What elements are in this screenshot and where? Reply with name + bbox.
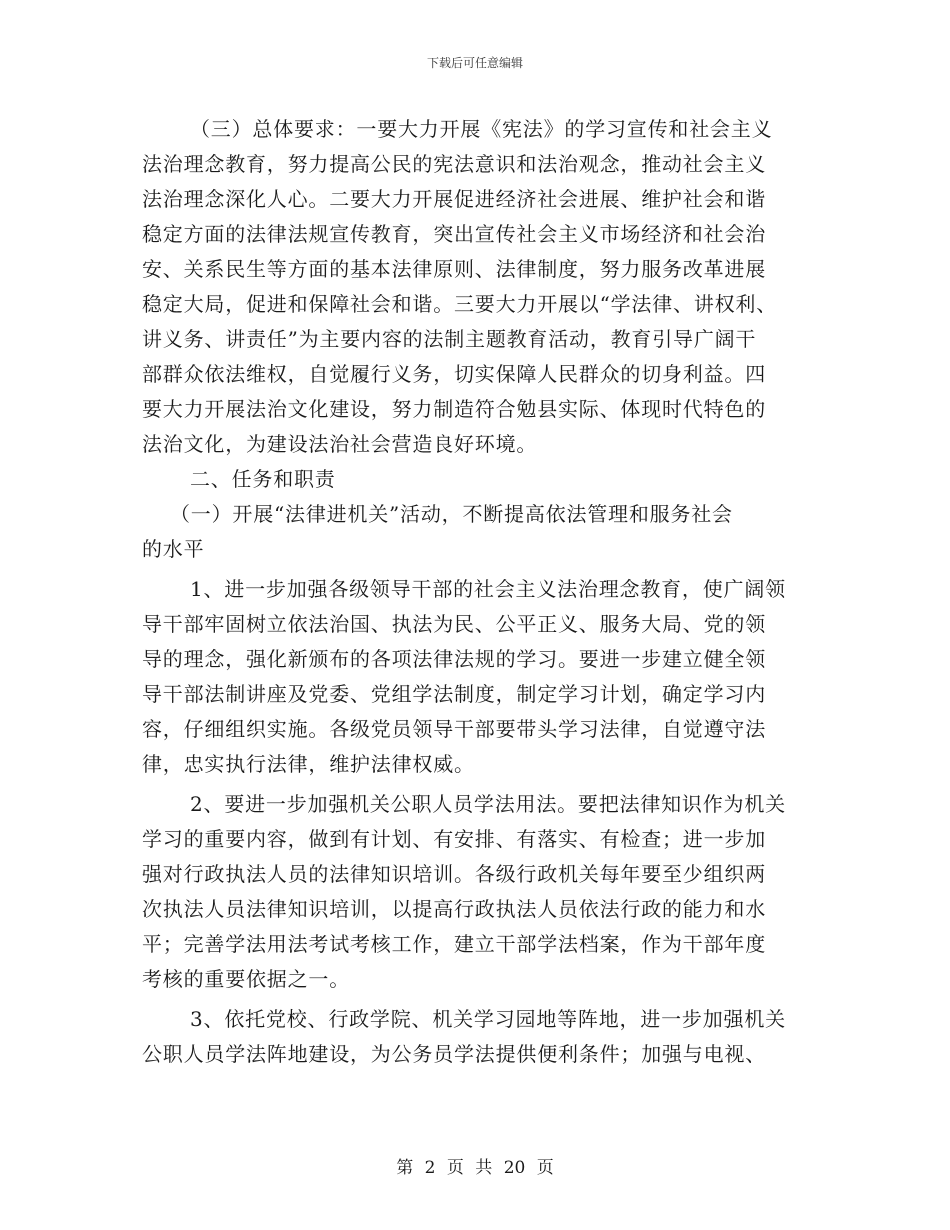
paragraph-line: 法治文化，为建设法治社会营造良好环境。 bbox=[142, 432, 538, 456]
paragraph-line: 安、关系民生等方面的基本法律原则、法律制度，努力服务改革进展 bbox=[142, 257, 766, 281]
paragraph-line: 容，仔细组织实施。各级党员领导干部要带头学习法律，自觉遵守法 bbox=[142, 717, 766, 741]
paragraph-line: 法治理念教育，努力提高公民的宪法意识和法治观念，推动社会主义 bbox=[142, 152, 766, 176]
document-body bbox=[142, 112, 808, 1072]
paragraph-line: 2、要进一步加强机关公职人员学法用法。要把法律知识作为机关 bbox=[190, 792, 786, 816]
paragraph-line: 平；完善学法用法考试考核工作，建立干部学法档案，作为干部年度 bbox=[142, 932, 766, 956]
paragraph-line: 导干部牢固树立依法治国、执法为民、公平正义、服务大局、党的领 bbox=[142, 612, 766, 636]
paragraph-line: 稳定方面的法律法规宣传教育，突出宣传社会主义市场经济和社会治 bbox=[142, 222, 766, 246]
page-number: 第 2 页 共 20 页 bbox=[396, 1158, 554, 1178]
paragraph-line: 部群众依法维权，自觉履行义务，切实保障人民群众的切身利益。四 bbox=[142, 362, 766, 386]
paragraph-line: 讲义务、讲责任”为主要内容的法制主题教育活动，教育引导广阔干 bbox=[142, 327, 757, 351]
paragraph-line: （三）总体要求：一要大力开展《宪法》的学习宣传和社会主义 bbox=[190, 117, 773, 141]
subsection-heading-continued: 的水平 bbox=[142, 537, 205, 561]
paragraph-line: 公职人员学法阵地建设，为公务员学法提供便利条件；加强与电视、 bbox=[142, 1042, 766, 1066]
paragraph-line: 要大力开展法治文化建设，努力制造符合勉县实际、体现时代特色的 bbox=[142, 397, 766, 421]
paragraph-line: 考核的重要依据之一。 bbox=[142, 967, 350, 991]
paragraph-line: 次执法人员法律知识培训，以提高行政执法人员依法行政的能力和水 bbox=[142, 897, 766, 921]
section-heading: 二、任务和职责 bbox=[190, 467, 336, 491]
paragraph-line: 法治理念深化人心。二要大力开展促进经济社会进展、维护社会和谐 bbox=[142, 187, 766, 211]
paragraph-line: 强对行政执法人员的法律知识培训。各级行政机关每年要至少组织两 bbox=[142, 862, 766, 886]
paragraph-line: 导干部法制讲座及党委、党组学法制度，制定学习计划，确定学习内 bbox=[142, 682, 766, 706]
paragraph-line: 律，忠实执行法律，维护法律权威。 bbox=[142, 752, 475, 776]
paragraph-line: 1、进一步加强各级领导干部的社会主义法治理念教育，使广阔领 bbox=[190, 577, 786, 601]
paragraph-line: 导的理念，强化新颁布的各项法律法规的学习。要进一步建立健全领 bbox=[142, 647, 766, 671]
paragraph-line: 稳定大局，促进和保障社会和谐。三要大力开展以“学法律、讲权利、 bbox=[142, 292, 778, 316]
subsection-heading: （一）开展“法律进机关”活动，不断提高依法管理和服务社会 bbox=[170, 502, 733, 526]
page-header-note: 下载后可任意编辑 bbox=[426, 56, 523, 70]
paragraph-line: 学习的重要内容，做到有计划、有安排、有落实、有检查；进一步加 bbox=[142, 827, 766, 851]
paragraph-line: 3、依托党校、行政学院、机关学习园地等阵地，进一步加强机关 bbox=[190, 1007, 786, 1031]
